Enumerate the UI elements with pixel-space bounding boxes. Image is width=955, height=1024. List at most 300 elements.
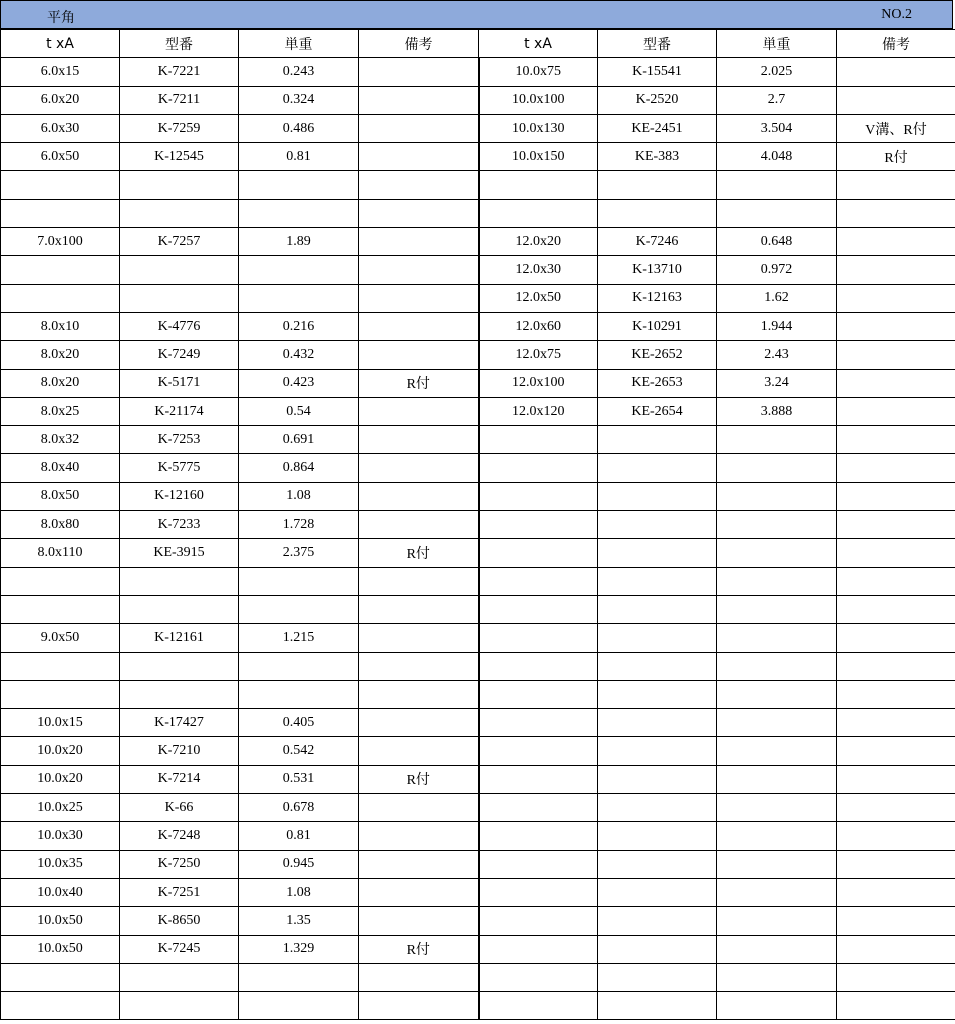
cell-notes[interactable] [359, 652, 479, 680]
cell-weight[interactable] [239, 963, 359, 991]
col-header-notes: 備考 [359, 30, 479, 58]
cell-weight[interactable] [717, 171, 837, 199]
cell-notes[interactable] [359, 312, 479, 340]
cell-weight[interactable] [717, 963, 837, 991]
cell-notes[interactable] [837, 256, 955, 284]
cell-weight[interactable]: 0.945 [239, 850, 359, 878]
cell-notes[interactable] [359, 341, 479, 369]
cell-model[interactable]: K-21174 [120, 397, 239, 425]
table-row [1, 850, 955, 878]
cell-size[interactable]: 10.0x100 [479, 86, 598, 114]
cell-model[interactable] [598, 794, 717, 822]
cell-notes[interactable] [837, 482, 955, 510]
cell-notes[interactable] [359, 199, 479, 227]
cell-size[interactable] [479, 709, 598, 737]
cell-size[interactable] [1, 284, 120, 312]
cell-size[interactable] [479, 737, 598, 765]
cell-weight[interactable]: 2.375 [239, 539, 359, 567]
table-row [1, 624, 955, 652]
table-row [1, 680, 955, 708]
cell-size[interactable]: 10.0x75 [479, 58, 598, 86]
cell-notes[interactable] [837, 652, 955, 680]
cell-notes[interactable]: R付 [359, 935, 479, 963]
cell-weight[interactable]: 0.531 [239, 765, 359, 793]
cell-model[interactable] [120, 171, 239, 199]
cell-size[interactable]: 12.0x120 [479, 397, 598, 425]
cell-size[interactable]: 8.0x110 [1, 539, 120, 567]
cell-weight[interactable]: 1.329 [239, 935, 359, 963]
cell-size[interactable]: 8.0x50 [1, 482, 120, 510]
cell-weight[interactable]: 1.08 [239, 878, 359, 906]
cell-notes[interactable] [359, 822, 479, 850]
cell-weight[interactable]: 0.423 [239, 369, 359, 397]
table-row [1, 794, 955, 822]
cell-size[interactable]: 10.0x20 [1, 765, 120, 793]
cell-model[interactable] [598, 765, 717, 793]
cell-model[interactable] [120, 992, 239, 1020]
cell-size[interactable]: 8.0x40 [1, 454, 120, 482]
cell-notes[interactable] [359, 595, 479, 623]
cell-notes[interactable] [837, 511, 955, 539]
cell-model[interactable] [598, 539, 717, 567]
cell-model[interactable] [598, 878, 717, 906]
cell-size[interactable] [1, 963, 120, 991]
cell-weight[interactable]: 0.405 [239, 709, 359, 737]
cell-weight[interactable]: 0.486 [239, 114, 359, 142]
cell-notes[interactable] [837, 199, 955, 227]
cell-notes[interactable] [837, 284, 955, 312]
cell-size[interactable]: 6.0x50 [1, 143, 120, 171]
cell-weight[interactable] [717, 511, 837, 539]
cell-weight[interactable]: 3.24 [717, 369, 837, 397]
cell-notes[interactable] [837, 397, 955, 425]
cell-notes[interactable] [359, 228, 479, 256]
table-row [1, 114, 955, 142]
cell-model[interactable] [598, 511, 717, 539]
cell-notes[interactable] [837, 624, 955, 652]
cell-model[interactable]: K-7259 [120, 114, 239, 142]
cell-notes[interactable] [359, 992, 479, 1020]
cell-weight[interactable]: 1.08 [239, 482, 359, 510]
cell-size[interactable] [479, 595, 598, 623]
cell-model[interactable] [120, 256, 239, 284]
cell-weight[interactable]: 4.048 [717, 143, 837, 171]
cell-model[interactable]: KE-383 [598, 143, 717, 171]
cell-model[interactable]: K-8650 [120, 907, 239, 935]
cell-notes[interactable] [359, 907, 479, 935]
cell-weight[interactable] [717, 199, 837, 227]
cell-notes[interactable] [837, 58, 955, 86]
cell-notes[interactable] [837, 454, 955, 482]
cell-model[interactable] [598, 907, 717, 935]
table-row [1, 963, 955, 991]
cell-model[interactable]: K-7250 [120, 850, 239, 878]
cell-size[interactable] [479, 652, 598, 680]
col-header-size: t xA [479, 30, 598, 58]
cell-size[interactable]: 10.0x15 [1, 709, 120, 737]
cell-notes[interactable] [837, 794, 955, 822]
cell-weight[interactable]: 2.7 [717, 86, 837, 114]
cell-model[interactable] [120, 652, 239, 680]
cell-model[interactable] [598, 652, 717, 680]
cell-model[interactable]: K-4776 [120, 312, 239, 340]
cell-model[interactable] [598, 624, 717, 652]
cell-size[interactable]: 12.0x20 [479, 228, 598, 256]
cell-notes[interactable] [837, 567, 955, 595]
cell-weight[interactable] [239, 992, 359, 1020]
cell-size[interactable] [479, 822, 598, 850]
cell-size[interactable] [479, 539, 598, 567]
table-row [1, 822, 955, 850]
cell-weight[interactable]: 0.864 [239, 454, 359, 482]
cell-notes[interactable] [359, 737, 479, 765]
cell-weight[interactable]: 3.888 [717, 397, 837, 425]
cell-size[interactable]: 12.0x50 [479, 284, 598, 312]
cell-weight[interactable]: 0.648 [717, 228, 837, 256]
cell-model[interactable] [598, 454, 717, 482]
cell-model[interactable]: K-15541 [598, 58, 717, 86]
cell-model[interactable] [120, 284, 239, 312]
cell-size[interactable] [479, 850, 598, 878]
cell-weight[interactable] [239, 256, 359, 284]
cell-notes[interactable]: V溝、R付 [837, 114, 955, 142]
cell-notes[interactable] [837, 312, 955, 340]
cell-weight[interactable] [239, 595, 359, 623]
cell-size[interactable] [479, 567, 598, 595]
cell-model[interactable] [598, 963, 717, 991]
cell-weight[interactable] [717, 822, 837, 850]
cell-size[interactable]: 8.0x32 [1, 426, 120, 454]
cell-size[interactable]: 10.0x35 [1, 850, 120, 878]
cell-weight[interactable] [717, 935, 837, 963]
cell-size[interactable] [1, 652, 120, 680]
cell-model[interactable]: K-7211 [120, 86, 239, 114]
cell-model[interactable]: K-7251 [120, 878, 239, 906]
cell-weight[interactable] [717, 652, 837, 680]
cell-model[interactable] [598, 567, 717, 595]
cell-weight[interactable]: 0.691 [239, 426, 359, 454]
cell-model[interactable] [598, 709, 717, 737]
cell-size[interactable] [1, 171, 120, 199]
cell-size[interactable] [479, 963, 598, 991]
cell-weight[interactable]: 0.678 [239, 794, 359, 822]
cell-weight[interactable] [239, 199, 359, 227]
cell-notes[interactable] [837, 709, 955, 737]
table-row [1, 737, 955, 765]
cell-model[interactable]: K-7214 [120, 765, 239, 793]
cell-model[interactable]: K-12160 [120, 482, 239, 510]
cell-size[interactable] [479, 454, 598, 482]
cell-notes[interactable]: R付 [359, 539, 479, 567]
cell-model[interactable]: K-7221 [120, 58, 239, 86]
cell-weight[interactable] [717, 624, 837, 652]
cell-weight[interactable]: 0.216 [239, 312, 359, 340]
cell-size[interactable] [1, 256, 120, 284]
cell-model[interactable]: KE-3915 [120, 539, 239, 567]
cell-model[interactable]: K-12161 [120, 624, 239, 652]
cell-model[interactable] [598, 737, 717, 765]
cell-weight[interactable] [239, 680, 359, 708]
table-row [1, 652, 955, 680]
cell-size[interactable] [1, 680, 120, 708]
cell-model[interactable]: K-66 [120, 794, 239, 822]
cell-weight[interactable] [717, 482, 837, 510]
cell-notes[interactable] [359, 567, 479, 595]
cell-notes[interactable] [837, 341, 955, 369]
col-header-size: t xA [1, 30, 120, 58]
cell-notes[interactable] [359, 624, 479, 652]
table-row [1, 426, 955, 454]
cell-weight[interactable] [717, 709, 837, 737]
cell-size[interactable]: 10.0x30 [1, 822, 120, 850]
cell-weight[interactable]: 1.62 [717, 284, 837, 312]
col-header-model: 型番 [598, 30, 717, 58]
cell-weight[interactable] [717, 595, 837, 623]
cell-size[interactable]: 6.0x20 [1, 86, 120, 114]
cell-model[interactable] [120, 595, 239, 623]
cell-model[interactable]: KE-2654 [598, 397, 717, 425]
cell-model[interactable]: K-2520 [598, 86, 717, 114]
table-row [1, 595, 955, 623]
table-row [1, 312, 955, 340]
cell-model[interactable]: KE-2652 [598, 341, 717, 369]
cell-weight[interactable]: 0.542 [239, 737, 359, 765]
cell-model[interactable]: K-7210 [120, 737, 239, 765]
cell-size[interactable] [479, 199, 598, 227]
cell-weight[interactable] [717, 680, 837, 708]
table-row [1, 369, 955, 397]
cell-model[interactable] [598, 171, 717, 199]
table-row [1, 878, 955, 906]
cell-size[interactable] [479, 878, 598, 906]
cell-model[interactable] [120, 963, 239, 991]
cell-notes[interactable] [837, 935, 955, 963]
cell-notes[interactable] [359, 143, 479, 171]
cell-notes[interactable] [837, 680, 955, 708]
cell-model[interactable] [598, 680, 717, 708]
cell-weight[interactable]: 0.432 [239, 341, 359, 369]
cell-notes[interactable] [359, 680, 479, 708]
cell-notes[interactable] [359, 284, 479, 312]
cell-notes[interactable] [359, 482, 479, 510]
cell-weight[interactable]: 0.972 [717, 256, 837, 284]
cell-notes[interactable] [837, 171, 955, 199]
cell-weight[interactable]: 1.89 [239, 228, 359, 256]
cell-weight[interactable] [239, 284, 359, 312]
cell-size[interactable] [1, 595, 120, 623]
cell-model[interactable]: K-12545 [120, 143, 239, 171]
cell-model[interactable]: K-7253 [120, 426, 239, 454]
cell-model[interactable]: K-5775 [120, 454, 239, 482]
table-row [1, 199, 955, 227]
cell-notes[interactable] [359, 397, 479, 425]
cell-size[interactable]: 12.0x30 [479, 256, 598, 284]
cell-size[interactable]: 10.0x150 [479, 143, 598, 171]
cell-model[interactable]: K-5171 [120, 369, 239, 397]
cell-weight[interactable] [717, 567, 837, 595]
cell-weight[interactable] [239, 171, 359, 199]
cell-size[interactable] [1, 567, 120, 595]
cell-size[interactable]: 8.0x20 [1, 369, 120, 397]
cell-size[interactable] [479, 765, 598, 793]
cell-notes[interactable] [837, 765, 955, 793]
cell-weight[interactable] [717, 850, 837, 878]
cell-size[interactable]: 12.0x100 [479, 369, 598, 397]
cell-size[interactable]: 10.0x20 [1, 737, 120, 765]
cell-model[interactable]: K-7248 [120, 822, 239, 850]
cell-notes[interactable] [359, 256, 479, 284]
cell-model[interactable] [598, 992, 717, 1020]
cell-size[interactable] [479, 482, 598, 510]
cell-weight[interactable]: 1.35 [239, 907, 359, 935]
cell-notes[interactable] [359, 86, 479, 114]
cell-notes[interactable] [837, 992, 955, 1020]
cell-size[interactable] [1, 992, 120, 1020]
cell-notes[interactable] [837, 228, 955, 256]
cell-weight[interactable] [717, 794, 837, 822]
cell-size[interactable]: 10.0x40 [1, 878, 120, 906]
cell-size[interactable]: 8.0x10 [1, 312, 120, 340]
cell-size[interactable]: 8.0x20 [1, 341, 120, 369]
cell-size[interactable]: 12.0x75 [479, 341, 598, 369]
cell-weight[interactable] [239, 652, 359, 680]
cell-weight[interactable] [717, 454, 837, 482]
cell-model[interactable] [598, 935, 717, 963]
cell-size[interactable] [1, 199, 120, 227]
cell-notes[interactable] [359, 963, 479, 991]
cell-weight[interactable] [239, 567, 359, 595]
cell-model[interactable] [598, 595, 717, 623]
cell-notes[interactable] [359, 878, 479, 906]
cell-weight[interactable] [717, 737, 837, 765]
cell-notes[interactable] [837, 878, 955, 906]
cell-weight[interactable]: 0.243 [239, 58, 359, 86]
cell-model[interactable]: K-10291 [598, 312, 717, 340]
cell-weight[interactable]: 1.215 [239, 624, 359, 652]
cell-notes[interactable] [837, 595, 955, 623]
cell-weight[interactable] [717, 765, 837, 793]
cell-model[interactable]: K-7257 [120, 228, 239, 256]
cell-notes[interactable] [359, 794, 479, 822]
cell-model[interactable]: K-7249 [120, 341, 239, 369]
cell-notes[interactable] [837, 539, 955, 567]
table-row [1, 709, 955, 737]
cell-notes[interactable] [837, 907, 955, 935]
col-header-model: 型番 [120, 30, 239, 58]
cell-model[interactable] [598, 822, 717, 850]
table-row [1, 454, 955, 482]
cell-model[interactable] [598, 199, 717, 227]
cell-size[interactable]: 10.0x25 [1, 794, 120, 822]
cell-size[interactable]: 10.0x50 [1, 907, 120, 935]
cell-model[interactable]: KE-2451 [598, 114, 717, 142]
cell-weight[interactable]: 2.43 [717, 341, 837, 369]
cell-model[interactable]: K-17427 [120, 709, 239, 737]
cell-size[interactable]: 6.0x15 [1, 58, 120, 86]
cell-size[interactable]: 12.0x60 [479, 312, 598, 340]
cell-weight[interactable]: 2.025 [717, 58, 837, 86]
cell-model[interactable]: K-7233 [120, 511, 239, 539]
cell-weight[interactable] [717, 539, 837, 567]
cell-weight[interactable]: 3.504 [717, 114, 837, 142]
cell-size[interactable] [479, 794, 598, 822]
cell-notes[interactable] [359, 58, 479, 86]
cell-model[interactable] [120, 680, 239, 708]
cell-notes[interactable] [359, 426, 479, 454]
cell-notes[interactable] [359, 171, 479, 199]
cell-size[interactable]: 10.0x50 [1, 935, 120, 963]
cell-model[interactable]: K-12163 [598, 284, 717, 312]
cell-model[interactable] [598, 482, 717, 510]
cell-notes[interactable] [359, 850, 479, 878]
cell-weight[interactable]: 1.944 [717, 312, 837, 340]
cell-size[interactable]: 6.0x30 [1, 114, 120, 142]
cell-notes[interactable] [837, 850, 955, 878]
cell-model[interactable]: K-7245 [120, 935, 239, 963]
table-row [1, 256, 955, 284]
cell-size[interactable] [479, 426, 598, 454]
cell-notes[interactable] [837, 426, 955, 454]
cell-notes[interactable] [359, 114, 479, 142]
cell-weight[interactable] [717, 426, 837, 454]
cell-weight[interactable]: 1.728 [239, 511, 359, 539]
cell-notes[interactable]: R付 [837, 143, 955, 171]
cell-notes[interactable] [359, 454, 479, 482]
table-row [1, 907, 955, 935]
cell-weight[interactable]: 0.54 [239, 397, 359, 425]
cell-notes[interactable] [359, 709, 479, 737]
cell-model[interactable]: K-13710 [598, 256, 717, 284]
cell-weight[interactable]: 0.81 [239, 143, 359, 171]
cell-notes[interactable] [359, 511, 479, 539]
cell-notes[interactable]: R付 [359, 369, 479, 397]
table-row [1, 567, 955, 595]
cell-size[interactable] [479, 171, 598, 199]
cell-weight[interactable] [717, 878, 837, 906]
cell-size[interactable]: 9.0x50 [1, 624, 120, 652]
cell-model[interactable] [120, 567, 239, 595]
cell-model[interactable] [120, 199, 239, 227]
cell-notes[interactable] [837, 737, 955, 765]
cell-size[interactable] [479, 992, 598, 1020]
cell-weight[interactable] [717, 907, 837, 935]
cell-notes[interactable]: R付 [359, 765, 479, 793]
table-row [1, 171, 955, 199]
cell-size[interactable]: 8.0x25 [1, 397, 120, 425]
cell-weight[interactable]: 0.324 [239, 86, 359, 114]
cell-notes[interactable] [837, 86, 955, 114]
cell-size[interactable] [479, 935, 598, 963]
cell-model[interactable] [598, 426, 717, 454]
cell-notes[interactable] [837, 963, 955, 991]
cell-weight[interactable]: 0.81 [239, 822, 359, 850]
cell-notes[interactable] [837, 369, 955, 397]
title-bar [0, 0, 953, 29]
cell-model[interactable] [598, 850, 717, 878]
cell-size[interactable] [479, 624, 598, 652]
cell-weight[interactable] [717, 992, 837, 1020]
cell-size[interactable]: 10.0x130 [479, 114, 598, 142]
cell-notes[interactable] [837, 822, 955, 850]
cell-model[interactable]: K-7246 [598, 228, 717, 256]
cell-size[interactable] [479, 907, 598, 935]
table-row [1, 284, 955, 312]
cell-size[interactable] [479, 680, 598, 708]
cell-size[interactable]: 8.0x80 [1, 511, 120, 539]
cell-size[interactable] [479, 511, 598, 539]
cell-model[interactable]: KE-2653 [598, 369, 717, 397]
cell-size[interactable]: 7.0x100 [1, 228, 120, 256]
